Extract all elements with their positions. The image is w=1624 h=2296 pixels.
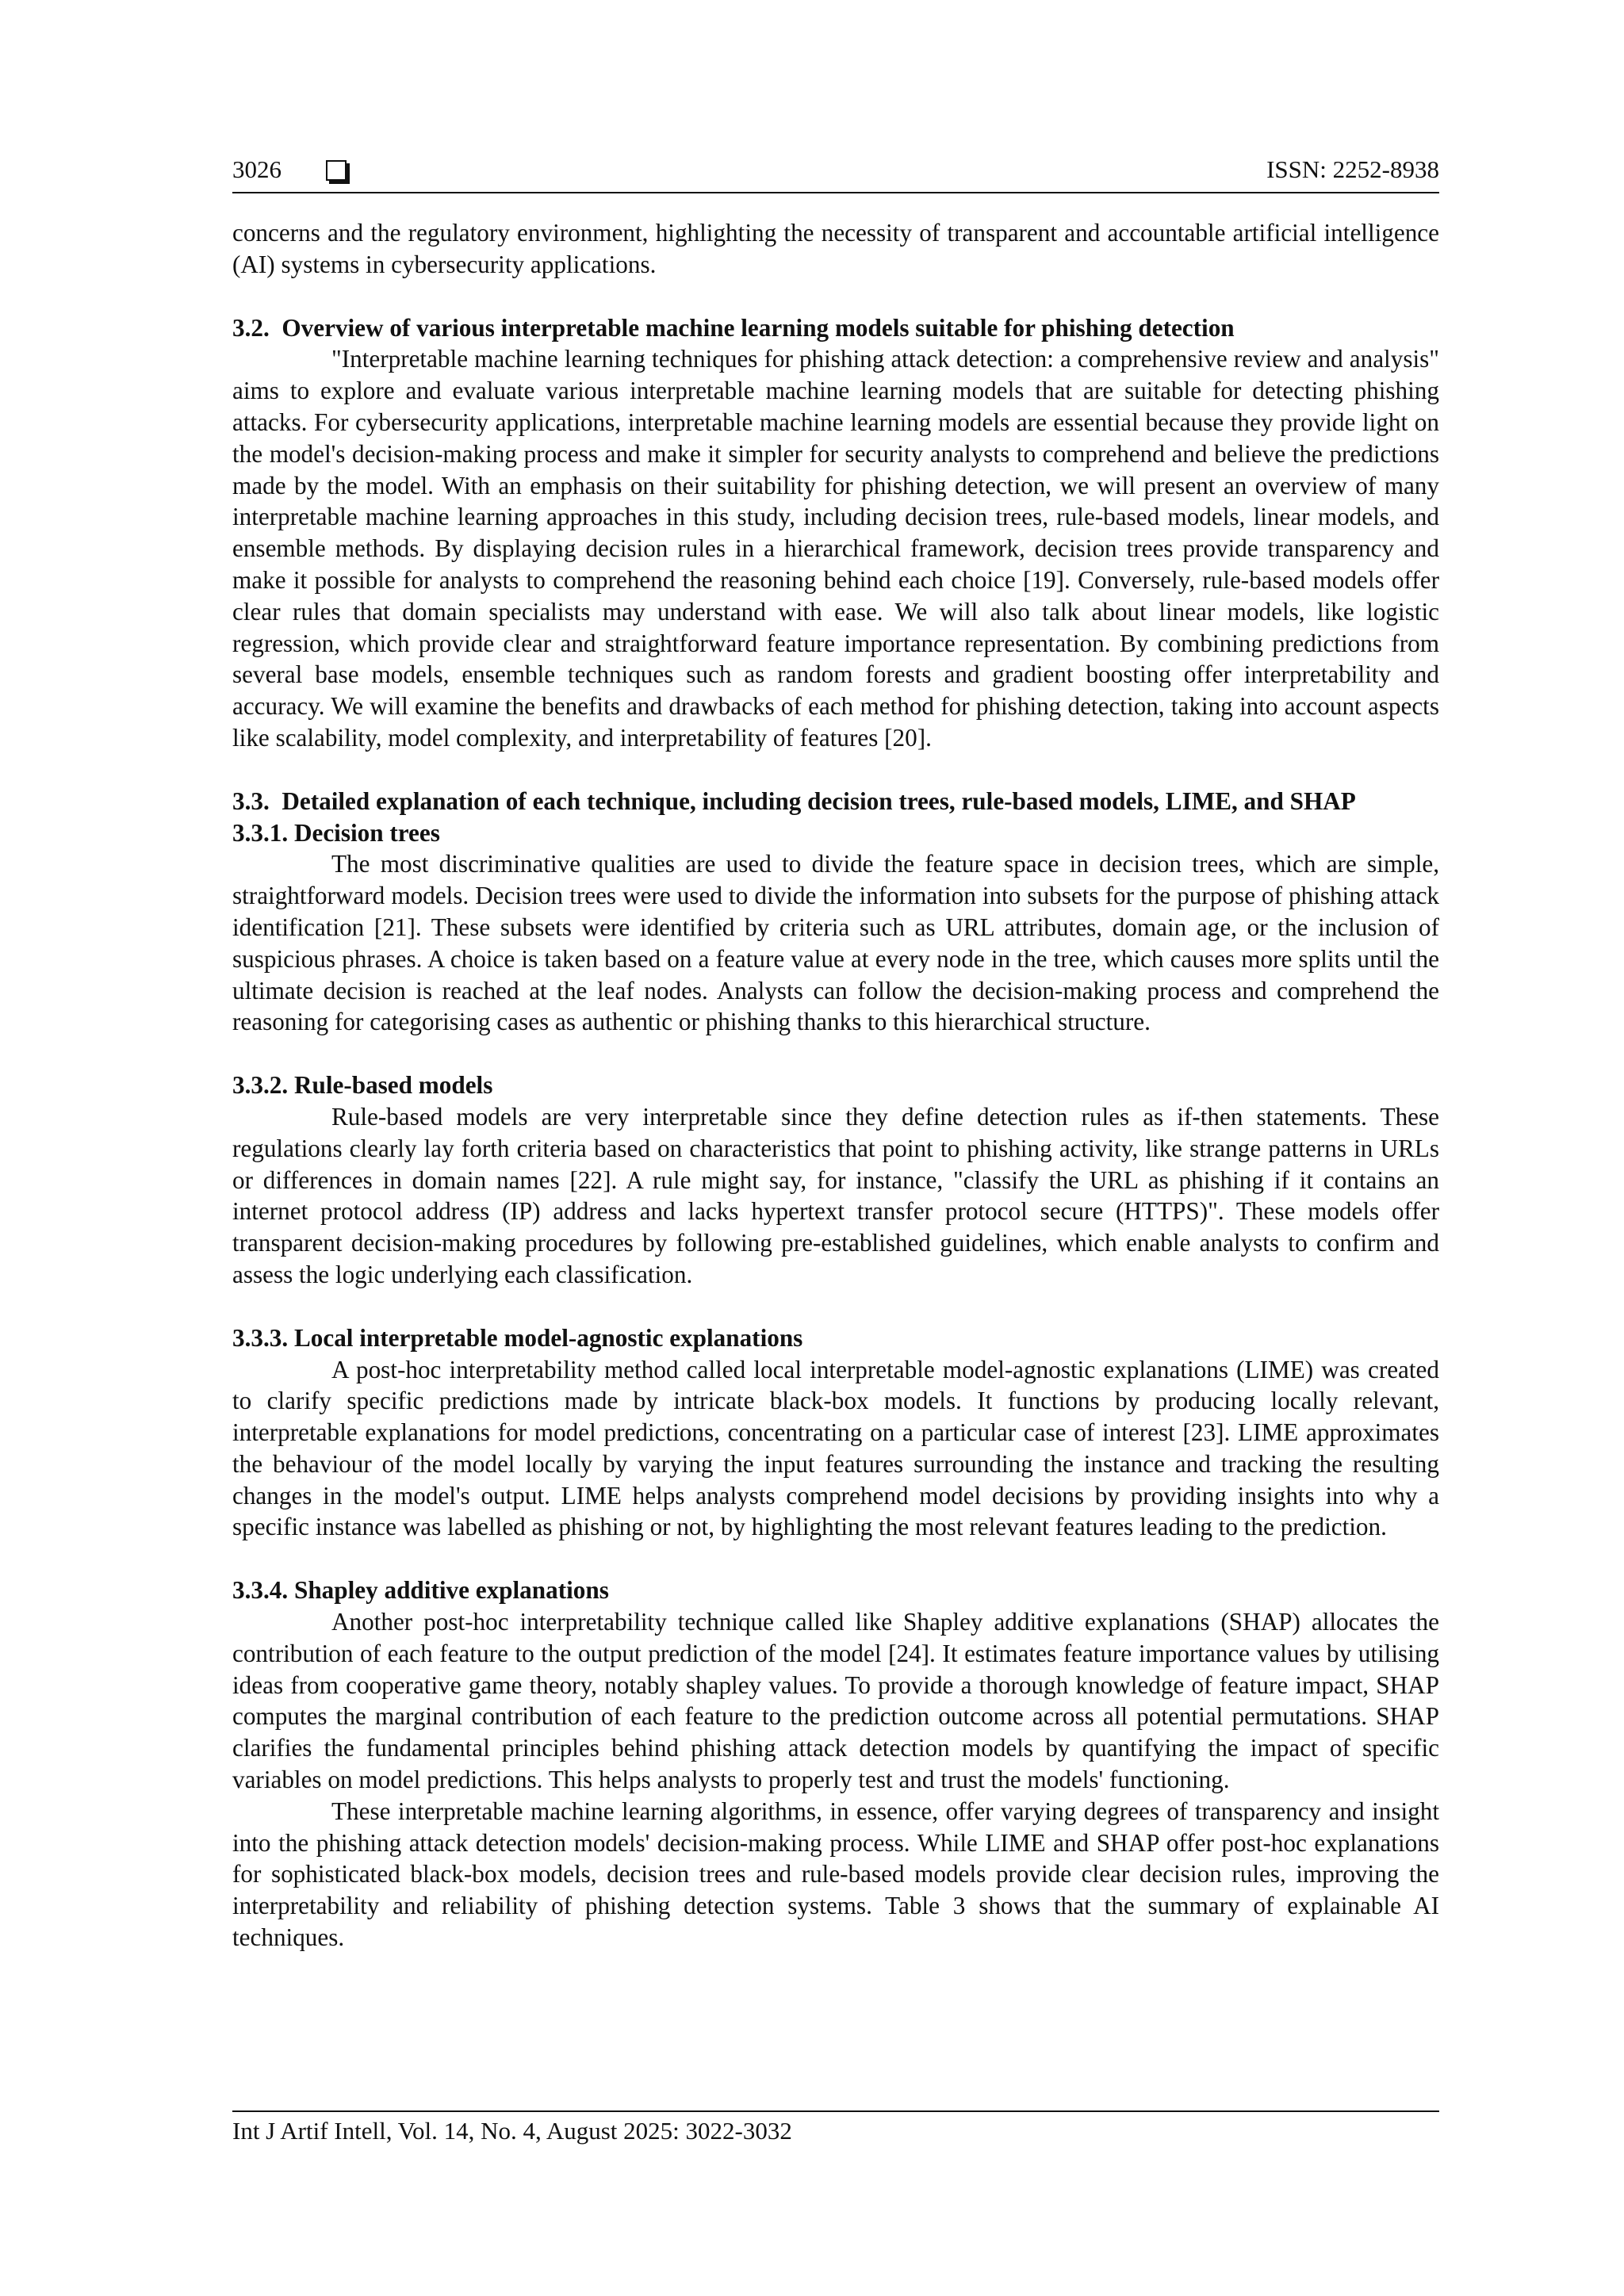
page-header xyxy=(232,155,1439,193)
paragraph-3-2: "Interpretable machine learning techniques for phishing attack detection: a comprehensive review and analysis" aims to explore and evaluate various interpretable machine learning models that are suitable for detecting phishing attacks. For cybersecurity applications, interpretable machine learning models are essential because they provide light on the model's decision-making process and make it simpler for security analysts to comprehend and believe the predictions made by the model. With an emphasis on their suitability for phishing detection, we will present an overview of many interpretable machine learning approaches in this study, including decision trees, rule-based models, linear models, and ensemble methods. By displaying decision rules in a hierarchical framework, decision trees provide transparency and make it possible for analysts to comprehend the reasoning behind each choice [19]. Conversely, rule-based models offer clear rules that domain specialists may understand with ease. We will also talk about linear models, like logistic regression, which provide clear and straightforward feature importance representation. By combining predictions from several base models, ensemble techniques such as random forests and gradient boosting offer interpretability and accuracy. We will examine the benefits and drawbacks of each method for phishing detection, taking into account aspects like scalability, model complexity, and interpretability of features [20]. xyxy=(232,345,1439,752)
page-number: 3026 xyxy=(232,155,282,183)
subsection-heading-3-3-3: 3.3.3. Local interpretable model-agnostic explanations xyxy=(232,1323,803,1352)
paragraph-3-3-4a: Another post-hoc interpretability technique called like Shapley additive explanations (SHAP) allocates the contribution of each feature to the output prediction of the model [24]. It estimates feature importance values by utilising ideas from cooperative game theory, notably shapley values. To provide a thorough knowledge of feature impact, SHAP computes the marginal contribution of each feature to the prediction outcome across all potential permutations. SHAP clarifies the fundamental principles behind phishing attack detection models by quantifying the impact of specific variables on model predictions. This helps analysts to properly test and trust the models' functioning. xyxy=(232,1608,1439,1794)
paragraph-3-3-3: A post-hoc interpretability method called local interpretable model-agnostic explanations (LIME) was created to clarify specific predictions made by intricate black-box models. It functions by producing locally relevant, interpretable explanations for model predictions, concentrating on a particular case of interest [23]. LIME approximates the behaviour of the model locally by varying the input features surrounding the instance and tracking the resulting changes in the model's output. LIME helps analysts comprehend model decisions by providing insights into why a specific instance was labelled as phishing or not, by highlighting the most relevant features leading to the prediction. xyxy=(232,1355,1439,1541)
square-box-icon xyxy=(326,160,347,181)
issn-label: ISSN: 2252-8938 xyxy=(1266,155,1439,183)
page-footer xyxy=(232,2110,1439,2145)
continued-paragraph: concerns and the regulatory environment, highlighting the necessity of transparent and accountable artificial intelligence (AI) systems in cybersecurity applications. xyxy=(232,219,1439,278)
section-heading-3-2: 3.2. Overview of various interpretable machine learning models suitable for phishing detection xyxy=(232,313,1235,342)
journal-citation: Int J Artif Intell, Vol. 14, No. 4, August 2025: 3022-3032 xyxy=(232,2117,792,2145)
body-content xyxy=(232,217,1439,1954)
subsection-heading-3-3-4: 3.3.4. Shapley additive explanations xyxy=(232,1576,609,1605)
section-heading-3-3: 3.3. Detailed explanation of each technique, including decision trees, rule-based models, LIME, and SHAP xyxy=(232,786,1356,815)
subsection-heading-3-3-2: 3.3.2. Rule-based models xyxy=(232,1071,493,1100)
paragraph-3-3-2: Rule-based models are very interpretable since they define detection rules as if-then statements. These regulations clearly lay forth criteria based on characteristics that point to phishing activity, like strange patterns in URLs or differences in domain names [22]. A rule might say, for instance, "classify the URL as phishing if it contains an internet protocol address (IP) address and lacks hypertext transfer protocol secure (HTTPS)". These models offer transparent decision-making procedures by following pre-established guidelines, which enable analysts to confirm and assess the logic underlying each classification. xyxy=(232,1102,1439,1288)
subsection-heading-3-3-1: 3.3.1. Decision trees xyxy=(232,818,440,847)
paragraph-3-3-1: The most discriminative qualities are used to divide the feature space in decision trees, which are simple, straightforward models. Decision trees were used to divide the information into subsets for the purpose of phishing attack identification [21]. These subsets were identified by criteria such as URL attributes, domain age, or the inclusion of suspicious phrases. A choice is taken based on a feature value at every node in the tree, which causes more splits until the ultimate decision is reached at the leaf nodes. Analysts can follow the decision-making process and comprehend the reasoning for categorising cases as authentic or phishing thanks to this hierarchical structure. xyxy=(232,850,1439,1036)
paper-page xyxy=(232,0,1439,2296)
paragraph-3-3-4b: These interpretable machine learning algorithms, in essence, offer varying degrees of transparency and insight into the phishing attack detection models' decision-making process. While LIME and SHAP offer post-hoc explanations for sophisticated black-box models, decision trees and rule-based models provide clear decision rules, improving the interpretability and reliability of phishing detection systems. Table 3 shows that the summary of explainable AI techniques. xyxy=(232,1797,1439,1952)
